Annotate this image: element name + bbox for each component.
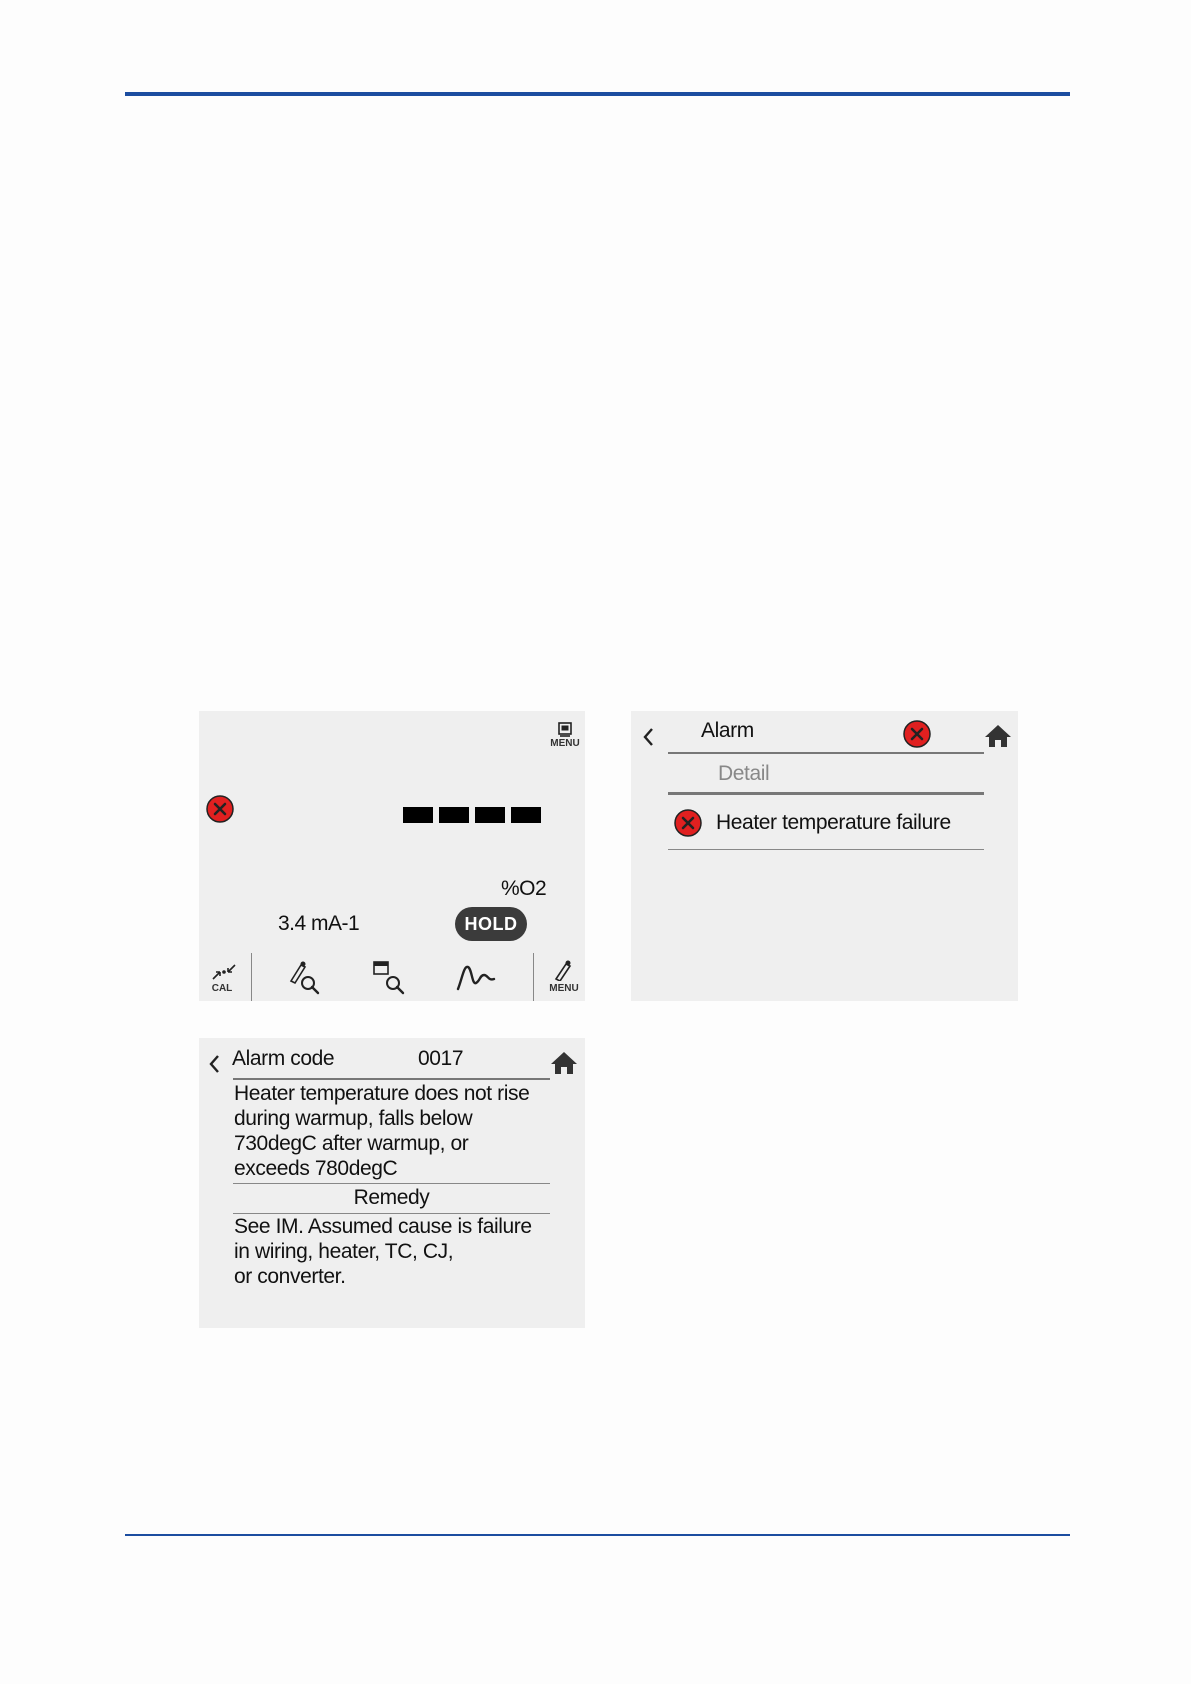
toolbar-divider — [251, 953, 252, 1001]
title-divider — [233, 1078, 550, 1080]
footer-rule — [125, 1534, 1070, 1536]
back-button[interactable] — [205, 1052, 223, 1081]
remedy-line: See IM. Assumed cause is failure — [234, 1215, 532, 1238]
remedy-text — [234, 1214, 532, 1289]
reading-dash — [511, 807, 541, 823]
description-line: during warmup, falls below — [234, 1107, 473, 1130]
error-x-icon — [674, 809, 702, 837]
status-error-button[interactable] — [206, 795, 234, 828]
menu-button[interactable] — [549, 721, 581, 751]
remedy-divider — [233, 1183, 550, 1184]
title-divider — [668, 752, 984, 754]
screen-title: Alarm — [701, 719, 754, 742]
output-current-label: 3.4 mA-1 — [278, 912, 360, 935]
remedy-heading: Remedy — [353, 1186, 430, 1209]
alarm-detail-screen — [199, 1038, 585, 1328]
reading-dash — [439, 807, 469, 823]
toolbar-divider — [533, 953, 534, 1001]
menu-label: MENU — [549, 983, 579, 994]
reading-dash — [475, 807, 505, 823]
status-error-indicator — [903, 720, 931, 753]
list-item[interactable] — [668, 799, 984, 849]
subtitle-tab[interactable]: Detail — [718, 762, 770, 785]
subtitle-divider — [668, 792, 984, 795]
chevron-left-icon — [639, 725, 657, 749]
list-divider — [668, 849, 984, 850]
probe-search-icon — [287, 959, 323, 997]
alarm-item-label: Heater temperature failure — [716, 811, 951, 834]
error-x-icon — [903, 720, 931, 748]
description-line: 730degC after warmup, or — [234, 1132, 469, 1155]
menu-label: MENU — [550, 738, 580, 749]
home-screen — [199, 711, 585, 1001]
alarm-list-screen — [631, 711, 1018, 1001]
alarm-code-value: 0017 — [418, 1047, 464, 1070]
reading-display — [403, 711, 543, 831]
settings-menu-button[interactable] — [547, 959, 581, 999]
header-rule — [125, 92, 1070, 96]
reading-dash — [403, 807, 433, 823]
description-line: exceeds 780degC — [234, 1157, 398, 1180]
hold-badge: HOLD — [455, 907, 527, 941]
remedy-line: in wiring, heater, TC, CJ, — [234, 1240, 454, 1263]
calibration-icon — [207, 961, 241, 983]
description-line: Heater temperature does not rise — [234, 1082, 530, 1105]
trend-icon — [454, 961, 496, 995]
calibration-button[interactable] — [207, 961, 241, 999]
home-icon — [549, 1050, 579, 1076]
remedy-line: or converter. — [234, 1265, 346, 1288]
screen-search-icon — [371, 959, 409, 997]
alarm-description — [234, 1081, 529, 1181]
probe-detail-button[interactable] — [287, 959, 323, 1001]
home-button[interactable] — [549, 1050, 579, 1081]
screen-title: Alarm code — [232, 1047, 335, 1070]
back-button[interactable] — [639, 725, 657, 754]
trend-button[interactable] — [454, 961, 496, 1000]
cal-label: CAL — [211, 983, 233, 994]
probe-menu-icon — [547, 959, 581, 981]
unit-label: %O2 — [501, 877, 547, 900]
home-button[interactable] — [983, 723, 1013, 754]
error-x-icon — [206, 795, 234, 823]
screen-detail-button[interactable] — [371, 959, 409, 1001]
chevron-left-icon — [205, 1052, 223, 1076]
home-icon — [983, 723, 1013, 749]
